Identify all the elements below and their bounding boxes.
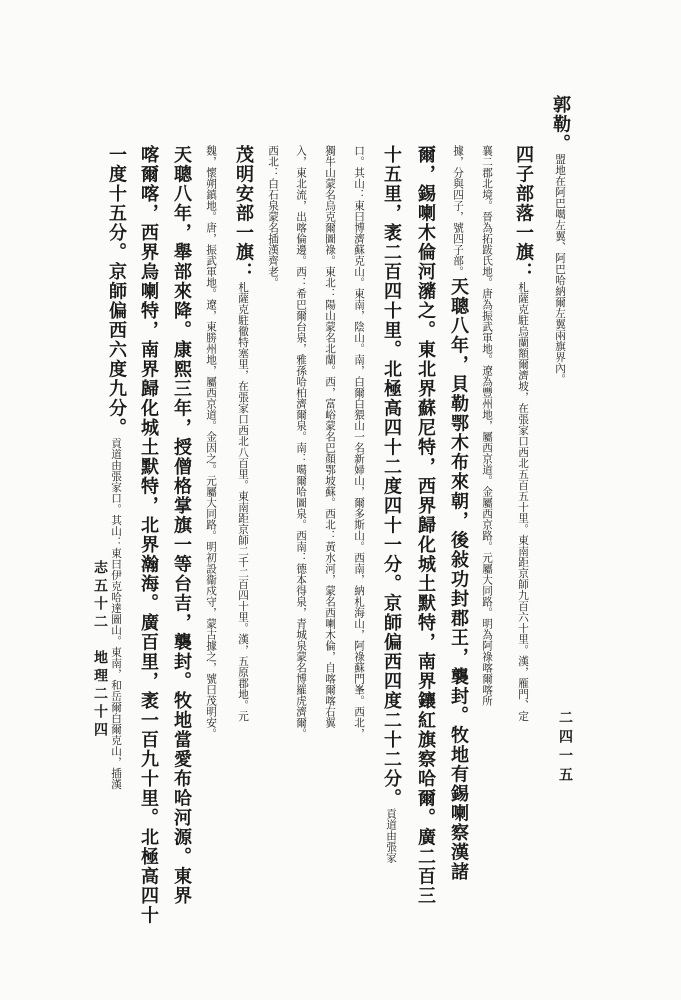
main-text: 天聰八年，舉部來降。康熙三年，授僧格掌旗一等台吉，襲封。牧地當愛布哈河源。東界 bbox=[171, 145, 192, 906]
text-column bbox=[234, 145, 252, 722]
main-text: 爾，錫喇木倫河瀦之。東北界蘇尼特，西界歸化城土默特，南界鑲紅旗察哈爾。廣二百三 bbox=[415, 145, 436, 906]
text-column bbox=[479, 145, 495, 706]
main-text: 四子部落一旗： bbox=[513, 145, 534, 282]
text-column bbox=[449, 145, 467, 882]
text-column bbox=[203, 145, 219, 739]
annotation-text: 西北：白石泉蒙名插漢齊老。 bbox=[267, 145, 279, 288]
page-number: 二四一五 bbox=[557, 710, 573, 786]
text-column bbox=[416, 145, 434, 906]
running-header: 志五十二 地理二十四 bbox=[92, 560, 108, 740]
text-column bbox=[293, 145, 309, 739]
text-column bbox=[322, 145, 338, 728]
annotation-text: 盟地在阿巴噶左翼、阿巴哈納爾左翼兩旗界內。 bbox=[554, 153, 566, 385]
main-text: 喀爾喀，西界烏喇特，南界歸化城土默特，北界瀚海。廣百里，袤一百九十里。北極高四十 bbox=[138, 145, 159, 925]
annotation-text: 貢道由張家 bbox=[385, 808, 397, 863]
annotation-text: 襄二郡北境。晉為拓跋氏地。唐為振武軍地。遼為豐州地，屬西京道。金屬西京路。元屬大同路。明為阿祿喀爾喀所 bbox=[481, 145, 493, 706]
text-column bbox=[382, 145, 400, 863]
main-text: 天聰八年，貝勒鄂木布來朝，後敍功封郡王，襲封。牧地有錫喇察漢諸 bbox=[448, 277, 469, 882]
text-column bbox=[265, 145, 281, 288]
main-text: 郭勒。 bbox=[550, 95, 571, 154]
text-column bbox=[139, 145, 157, 925]
annotation-text: 據，分與四子，號四子部。 bbox=[452, 145, 464, 277]
annotation-text: 札薩克駐徹特塞里，在張家口西北八百里。東南距京師二千二百四十里。漢，五原郡地。元 bbox=[237, 281, 249, 722]
annotation-text: 魏，懷朔鎮地。唐，振武軍地。遼，東勝州地，屬西京道。金因之。元屬大同路。明初設衞戍守，蒙古據之，號曰茂明安。 bbox=[205, 145, 217, 739]
text-column bbox=[172, 145, 190, 906]
annotation-text: 口。其山：東曰博濟蘇克山。東南，陰山。南，白爾白猥山一名新婦山，爾多斯山。西南，納札海山，阿祿蘇門峯。西北， bbox=[353, 145, 365, 739]
annotation-text: 貢道由張家口。其山：東曰伊克哈達圖山。東南，和岳爾白爾克山，插漢 bbox=[110, 437, 122, 790]
text-column bbox=[514, 145, 532, 722]
main-text: 茂明安部一旗： bbox=[233, 145, 254, 282]
annotation-text: 獨牛山蒙名烏克爾圖祿。東北：陽山蒙名北蘭。西，富峪蒙名巴顏鄂坡蘇。西北：黃水河，蒙名西喇木倫，自喀爾喀右翼 bbox=[324, 145, 336, 728]
main-text: 一度十五分。京師偏西六度九分。 bbox=[106, 145, 127, 438]
main-text: 十五里，袤二百四十里。北極高四十二度四十一分。京師偏西四度二十二分。 bbox=[381, 145, 402, 808]
text-column bbox=[551, 95, 569, 385]
text-column bbox=[107, 145, 125, 790]
text-column bbox=[351, 145, 367, 739]
annotation-text: 入，東北流，出喀倫邊。西：希巴爾台泉，雅孫哈柏濟爾泉。南：噶爾哈圖泉。西南：德本得泉，青城泉蒙名博羅虎濟爾。 bbox=[295, 145, 307, 739]
annotation-text: 札薩克駐烏蘭額爾濟坡，在張家口西北五百五十里。東南距京師九百六十里。漢，雁門、定 bbox=[517, 281, 529, 722]
